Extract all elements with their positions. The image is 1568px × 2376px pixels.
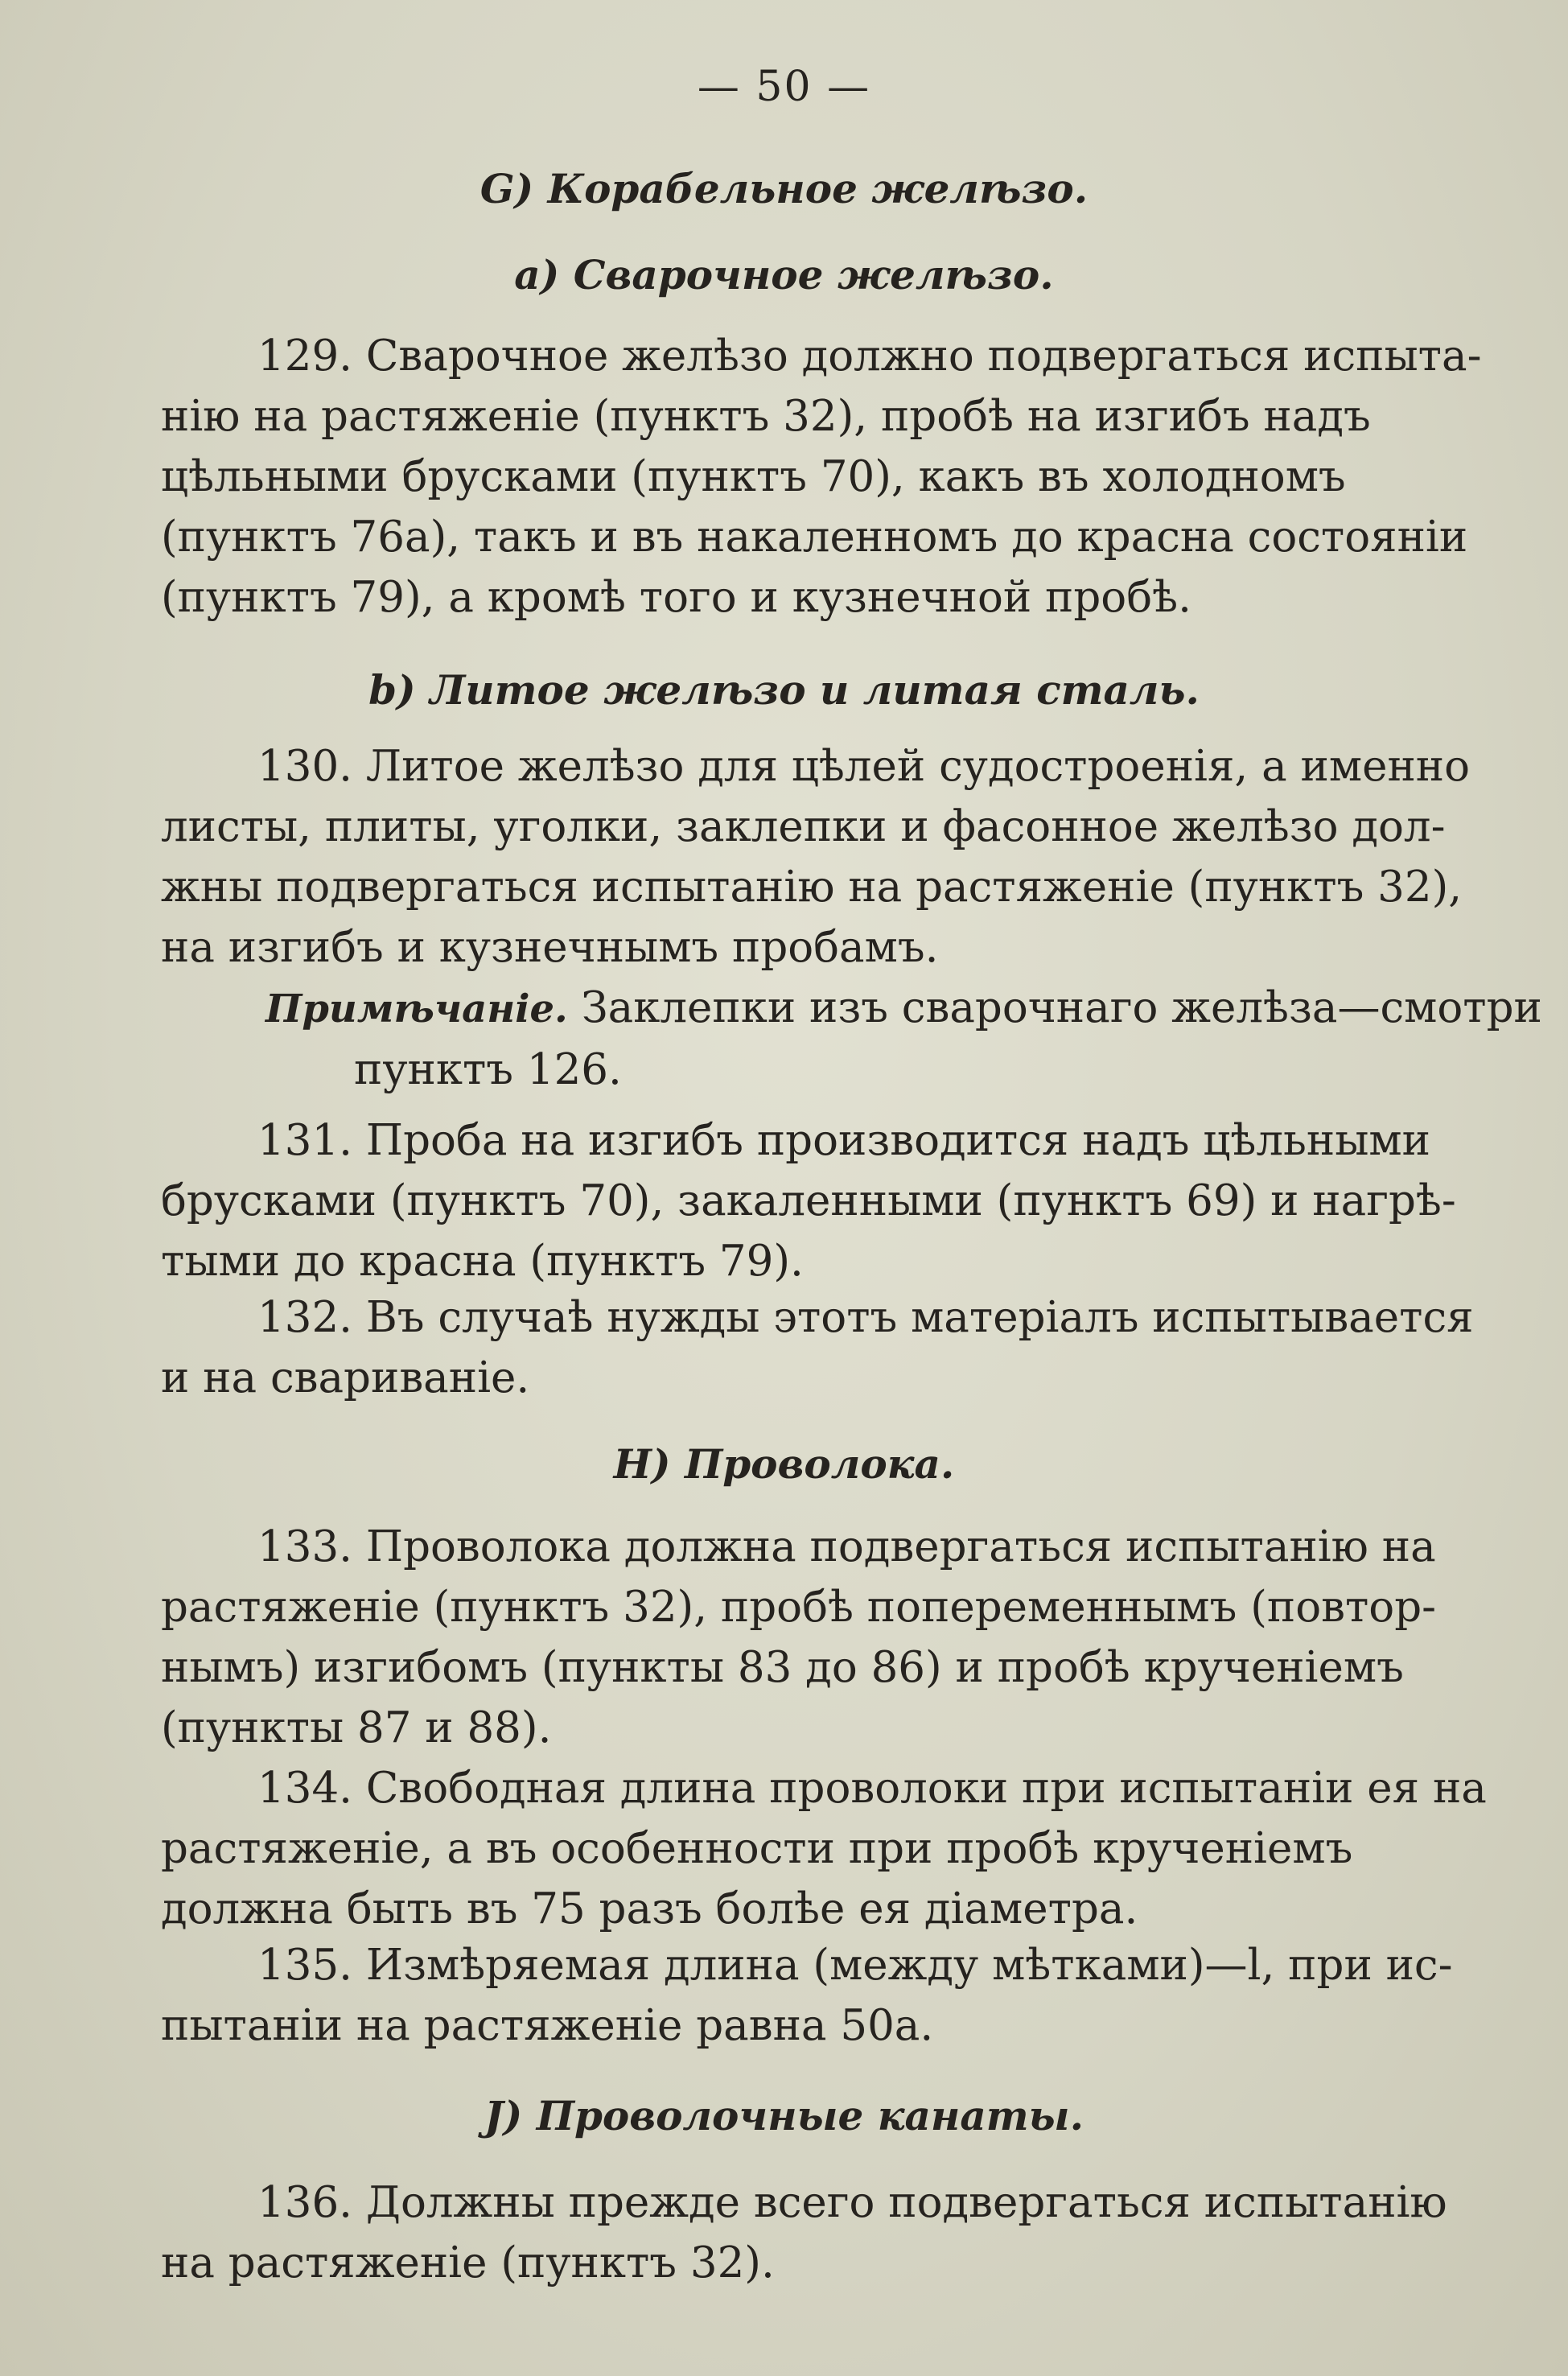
section-heading-h: H) Проволока. — [613, 1440, 955, 1488]
paragraph-line: (пунктъ 76a), такъ и въ накаленномъ до красна состояніи — [161, 513, 1468, 562]
paragraph-line: тыми до красна (пунктъ 79). — [161, 1237, 804, 1286]
section-heading-g: G) Корабельное желѣзо. — [479, 165, 1089, 212]
paragraph-135 — [161, 1935, 1545, 2056]
paragraph-132 — [161, 1287, 1545, 1408]
paragraph-line: нію на растяженіе (пунктъ 32), пробѣ на изгибъ надъ — [161, 392, 1371, 441]
paragraph-134 — [161, 1758, 1545, 1939]
subsection-heading-ga: a) Сварочное желѣзо. — [514, 251, 1054, 299]
paragraph-line: листы, плиты, уголки, заклепки и фасонное желѣзо дол- — [161, 802, 1446, 851]
page-number: — 50 — — [697, 63, 871, 111]
paragraph-line: пытаніи на растяженіе равна 50a. — [161, 2001, 934, 2050]
paragraph-line: 129. Сварочное желѣзо должно подвергаться испыта- — [257, 331, 1482, 381]
paragraph-133 — [161, 1517, 1545, 1758]
section-heading-j: J) Проволочные канаты. — [484, 2092, 1084, 2139]
paragraph-line: жны подвергаться испытанію на растяженіе (пунктъ 32), — [161, 863, 1463, 912]
paragraph-line: на растяженіе (пунктъ 32). — [161, 2238, 775, 2287]
paragraph-line: на изгибъ и кузнечнымъ пробамъ. — [161, 923, 939, 972]
paragraph-line: 131. Проба на изгибъ производится надъ цѣльными — [257, 1116, 1430, 1165]
note-text: Заклепки изъ сварочнаго желѣза—смотри — [581, 983, 1542, 1032]
paragraph-line: и на свариваніе. — [161, 1353, 530, 1402]
paragraph-line: брусками (пунктъ 70), закаленными (пунктъ 69) и нагрѣ- — [161, 1176, 1456, 1225]
paragraph-line: 134. Свободная длина проволоки при испытаніи ея на — [257, 1764, 1487, 1813]
paragraph-line: цѣльными брусками (пунктъ 70), какъ въ холодномъ — [161, 452, 1346, 501]
paragraph-line: 133. Проволока должна подвергаться испытанію на — [257, 1522, 1436, 1571]
paragraph-line: растяженіе, а въ особенности при пробѣ крученіемъ — [161, 1824, 1353, 1873]
paragraph-136 — [161, 2172, 1545, 2293]
paragraph-line: (пункты 87 и 88). — [161, 1703, 552, 1752]
note-label: Примѣчаніе. — [265, 986, 568, 1032]
paragraph-line: 132. Въ случаѣ нужды этотъ матеріалъ испытывается — [257, 1293, 1474, 1342]
paragraph-129 — [161, 326, 1545, 628]
note-line: пунктъ 126. — [354, 1045, 622, 1094]
paragraph-line: нымъ) изгибомъ (пункты 83 до 86) и пробѣ крученіемъ — [161, 1643, 1404, 1692]
paragraph-131 — [161, 1110, 1545, 1291]
paragraph-line: растяженіе (пунктъ 32), пробѣ попеременнымъ (повтор- — [161, 1583, 1437, 1632]
paragraph-line: 136. Должны прежде всего подвергаться испытанію — [257, 2178, 1447, 2227]
paragraph-line: должна быть въ 75 разъ болѣе ея діаметра. — [161, 1884, 1138, 1933]
paragraph-line: 135. Измѣряемая длина (между мѣтками)—l, при ис- — [257, 1941, 1453, 1990]
paragraph-line: 130. Литое желѣзо для цѣлей судостроенія, а именно — [257, 742, 1471, 791]
paragraph-130 — [161, 736, 1545, 978]
subsection-heading-gb: b) Литое желѣзо и литая сталь. — [368, 666, 1200, 714]
note-block — [161, 978, 1545, 1100]
note-line — [161, 978, 1545, 1040]
paragraph-line: (пунктъ 79), а кромѣ того и кузнечной пробѣ. — [161, 573, 1191, 622]
